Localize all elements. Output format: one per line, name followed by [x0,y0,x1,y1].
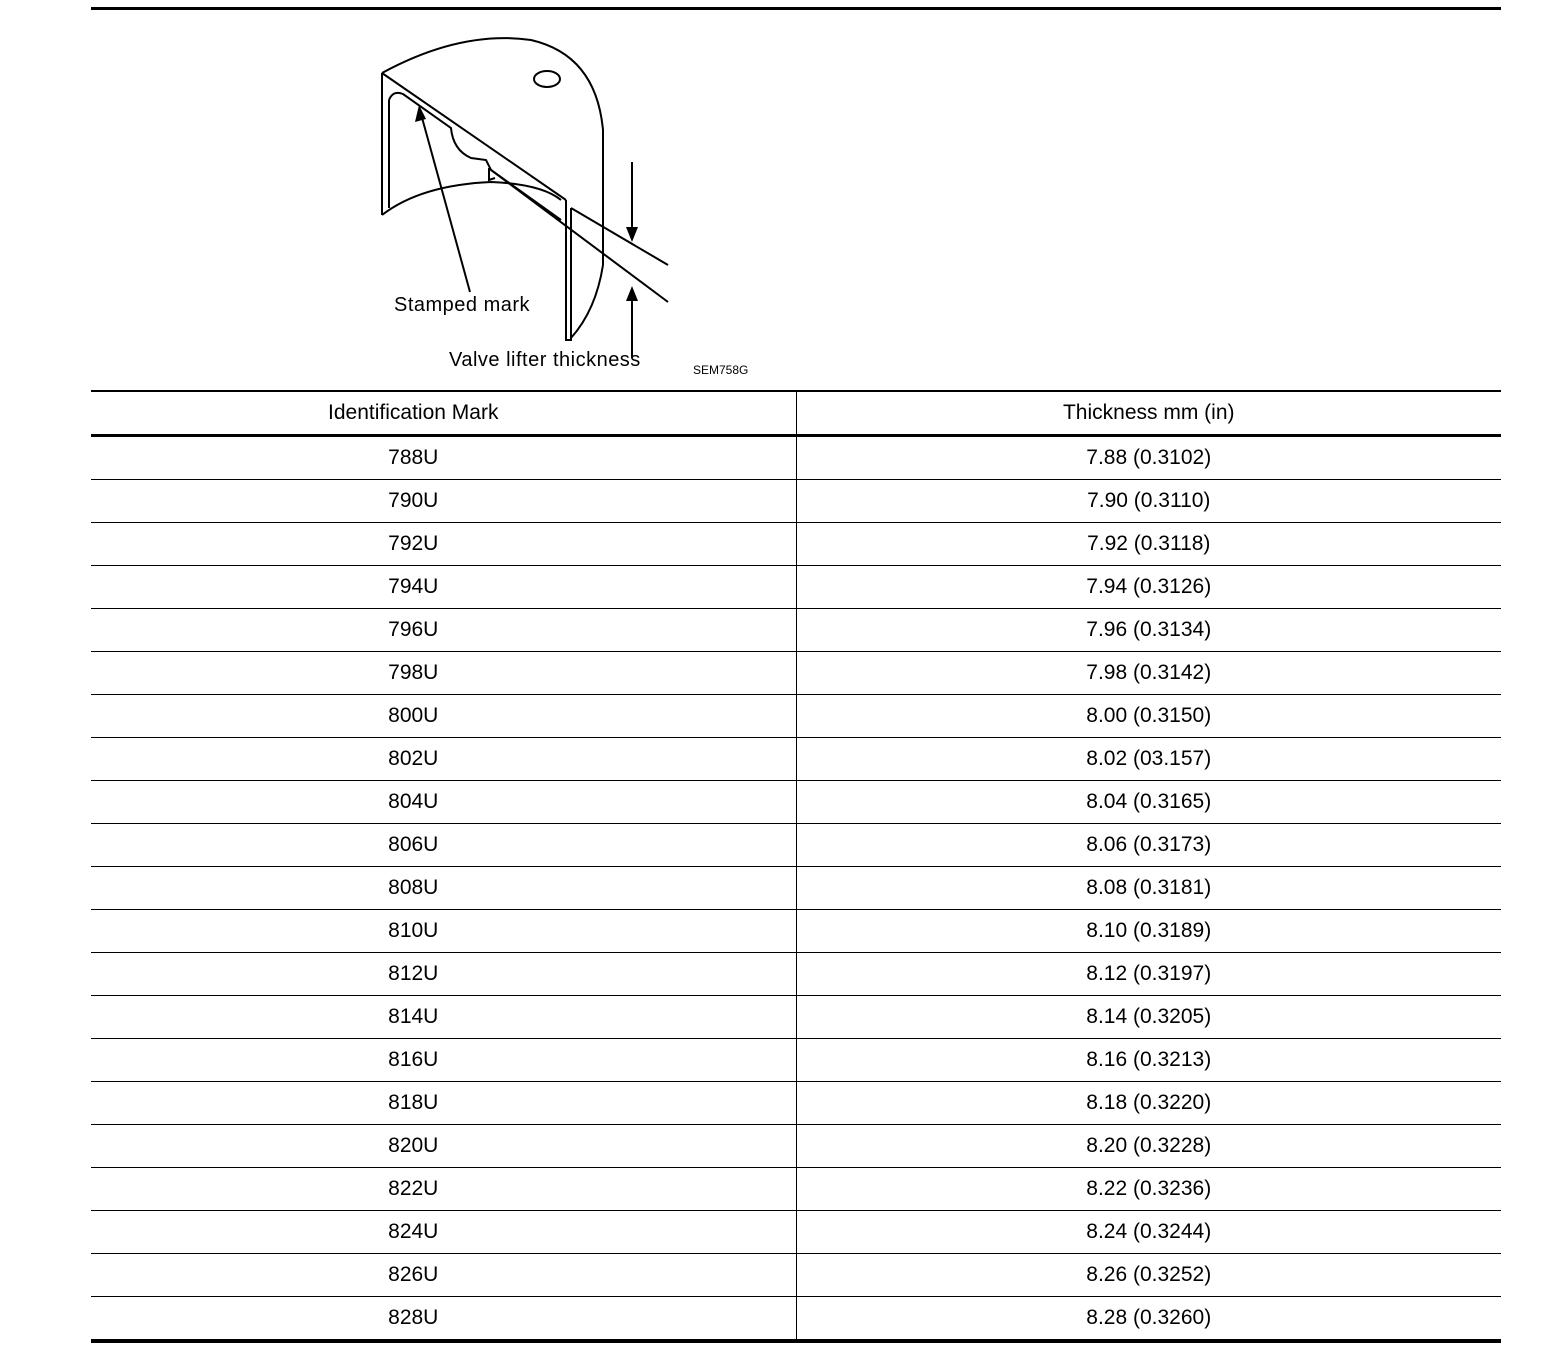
lifter-top-hole [534,71,560,87]
table-row [91,1168,1501,1211]
stamped-mark-pointer [421,114,470,292]
identification-mark-cell: 790U [91,480,796,523]
identification-mark-cell: 814U [91,996,796,1039]
table-row [91,566,1501,609]
table-row [91,1254,1501,1297]
thickness-cell: 8.12 (0.3197) [796,953,1501,996]
table-row [91,695,1501,738]
lifter-cut-line [382,73,566,200]
thickness-cell: 8.20 (0.3228) [796,1125,1501,1168]
valve-lifter-drawing [91,10,791,390]
identification-mark-cell: 828U [91,1297,796,1342]
table-row [91,1125,1501,1168]
thickness-cell: 7.94 (0.3126) [796,566,1501,609]
thickness-cell: 8.04 (0.3165) [796,781,1501,824]
thickness-header: Thickness mm (in) [796,391,1501,436]
table-row [91,1082,1501,1125]
thickness-cell: 7.98 (0.3142) [796,652,1501,695]
identification-mark-cell: 804U [91,781,796,824]
thickness-cell: 8.26 (0.3252) [796,1254,1501,1297]
thickness-arrowhead-lower [626,286,638,301]
lifter-right-inner [566,200,571,340]
identification-mark-cell: 816U [91,1039,796,1082]
lifter-inner-top [389,93,561,220]
thickness-cell: 8.22 (0.3236) [796,1168,1501,1211]
thickness-cell: 8.02 (03.157) [796,738,1501,781]
identification-mark-cell: 824U [91,1211,796,1254]
thickness-line-upper [571,208,668,265]
identification-mark-cell: 794U [91,566,796,609]
table-row [91,824,1501,867]
table-row [91,781,1501,824]
identification-mark-cell: 826U [91,1254,796,1297]
thickness-cell: 8.18 (0.3220) [796,1082,1501,1125]
identification-mark-cell: 818U [91,1082,796,1125]
thickness-arrowhead-upper [626,227,638,242]
table-row [91,523,1501,566]
table-header-row [91,391,1501,436]
identification-mark-cell: 806U [91,824,796,867]
table-row [91,1039,1501,1082]
identification-mark-cell: 792U [91,523,796,566]
thickness-cell: 7.88 (0.3102) [796,436,1501,480]
thickness-cell: 8.10 (0.3189) [796,910,1501,953]
thickness-cell: 8.28 (0.3260) [796,1297,1501,1342]
identification-mark-cell: 808U [91,867,796,910]
table-body [91,436,1501,1342]
thickness-cell: 7.92 (0.3118) [796,523,1501,566]
thickness-cell: 8.06 (0.3173) [796,824,1501,867]
lifter-top-edge [382,38,603,265]
table-row [91,652,1501,695]
table-row [91,609,1501,652]
table-row [91,953,1501,996]
table-row [91,738,1501,781]
identification-mark-cell: 796U [91,609,796,652]
thickness-cell: 8.08 (0.3181) [796,867,1501,910]
table-row [91,436,1501,480]
table-row [91,480,1501,523]
table-row [91,867,1501,910]
thickness-cell: 7.90 (0.3110) [796,480,1501,523]
thickness-cell: 8.16 (0.3213) [796,1039,1501,1082]
identification-mark-cell: 800U [91,695,796,738]
identification-mark-cell: 788U [91,436,796,480]
identification-mark-cell: 812U [91,953,796,996]
lifter-right-outer [571,265,603,338]
stamped-mark-label: Stamped mark [394,294,531,316]
thickness-cell: 8.14 (0.3205) [796,996,1501,1039]
identification-mark-cell: 822U [91,1168,796,1211]
table-row [91,1211,1501,1254]
thickness-cell: 7.96 (0.3134) [796,609,1501,652]
valve-lifter-thickness-label: Valve lifter thickness [449,349,641,371]
figure-code: SEM758G [693,363,749,377]
identification-mark-header: Identification Mark [91,391,796,436]
identification-mark-cell: 802U [91,738,796,781]
identification-mark-cell: 810U [91,910,796,953]
lifter-inner-bottom [382,182,561,215]
thickness-cell: 8.00 (0.3150) [796,695,1501,738]
identification-mark-cell: 798U [91,652,796,695]
valve-lifter-figure [91,10,1501,390]
identification-mark-cell: 820U [91,1125,796,1168]
thickness-line-lower [491,170,668,302]
table-row [91,1297,1501,1342]
table-row [91,910,1501,953]
thickness-table [91,390,1501,1343]
table-row [91,996,1501,1039]
thickness-cell: 8.24 (0.3244) [796,1211,1501,1254]
